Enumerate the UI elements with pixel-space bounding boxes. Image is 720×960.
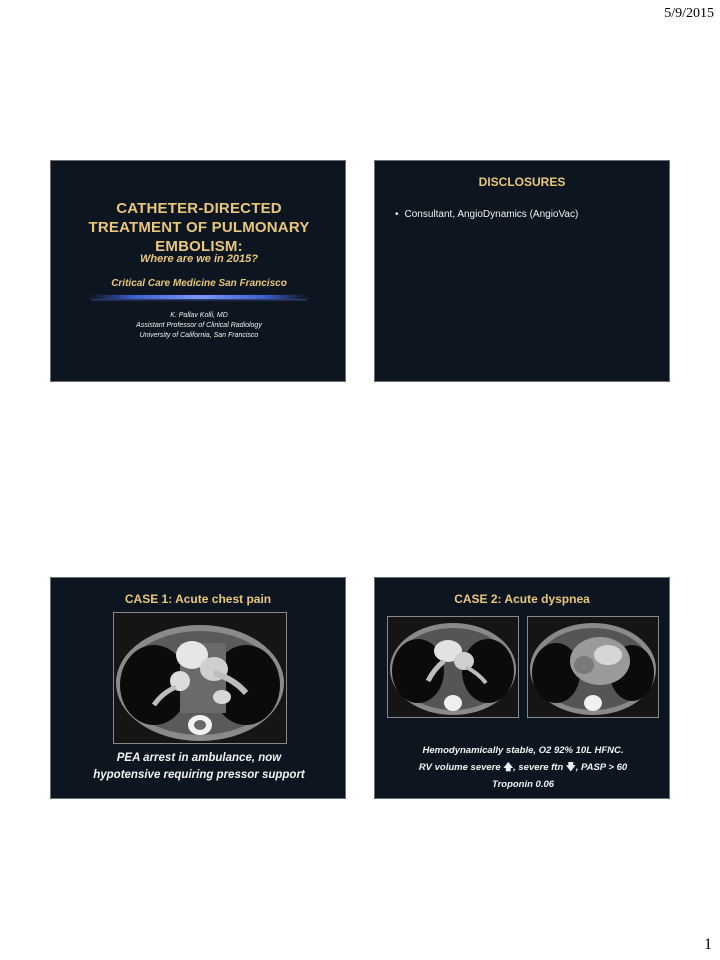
author-block	[51, 311, 346, 341]
slide-disclosures	[374, 160, 670, 382]
caption-text: , PASP > 60	[575, 762, 628, 773]
author-name: K. Pallav Kolli, MD	[170, 312, 228, 319]
slide-subtitle: Where are we in 2015?	[140, 253, 258, 265]
arrow-down-icon: 🡇	[565, 762, 576, 773]
ct-scan-image	[527, 616, 659, 718]
slide-caption	[51, 750, 346, 784]
bullet-item: • Consultant, AngioDynamics (AngioVac)	[395, 209, 578, 220]
caption-text: RV volume severe	[418, 762, 504, 773]
caption-line	[375, 759, 670, 776]
author-title: Assistant Professor of Clinical Radiology	[136, 322, 262, 329]
meeting-name: Critical Care Medicine San Francisco	[111, 278, 287, 289]
slide-case-2	[374, 577, 670, 799]
slide-title-heading	[51, 199, 346, 256]
slide-heading: CASE 1: Acute chest pain	[124, 592, 272, 606]
slide-heading: CASE 2: Acute dyspnea	[454, 592, 590, 606]
title-line: TREATMENT OF PULMONARY	[88, 219, 310, 236]
author-institution: University of California, San Francisco	[139, 332, 259, 339]
slide-title	[50, 160, 346, 382]
slide-case-1	[50, 577, 346, 799]
ct-scan-image	[387, 616, 519, 718]
ct-scan-image	[113, 612, 287, 744]
arrow-up-icon: 🡅	[503, 762, 514, 773]
caption-text: , severe ftn	[513, 762, 566, 773]
divider-rule	[91, 295, 307, 299]
caption-line: hypotensive requiring pressor support	[93, 769, 305, 781]
bullet-list	[395, 209, 578, 220]
caption-line: PEA arrest in ambulance, now	[116, 752, 282, 764]
page-number: 1	[704, 936, 712, 953]
page-date: 5/9/2015	[664, 6, 714, 21]
title-line: CATHETER-DIRECTED	[116, 200, 282, 217]
caption-line: Troponin 0.06	[491, 779, 555, 790]
slide-caption	[375, 742, 670, 793]
caption-line: Hemodynamically stable, O2 92% 10L HFNC.	[422, 745, 624, 756]
title-line: EMBOLISM:	[155, 238, 243, 255]
slide-heading: DISCLOSURES	[478, 175, 566, 189]
